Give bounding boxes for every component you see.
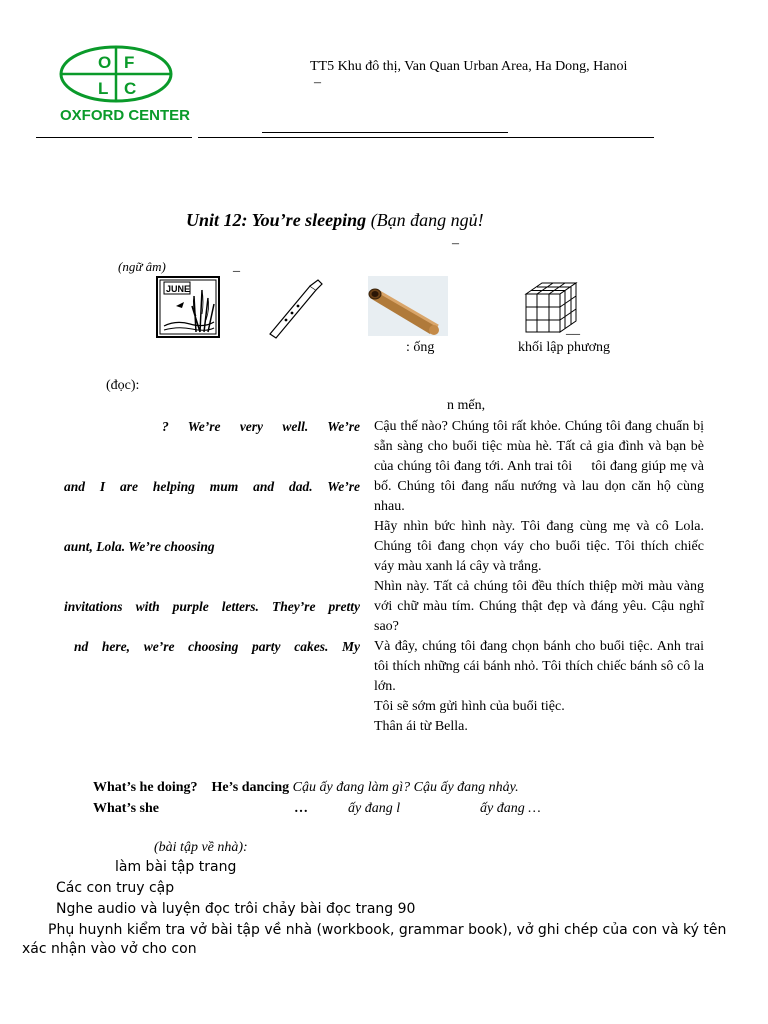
phonics-label: (ngữ âm) <box>118 259 166 274</box>
english-line-3: aunt, Lola. We’re choosing <box>64 539 215 554</box>
english-line-5: nd here, we’re choosing party cakes. My <box>74 639 360 654</box>
reading-greeting: n mến, <box>447 398 486 413</box>
vi-paragraph-1: Cậu thế nào? Chúng tôi rất khỏe. Chúng tôi đang chuẩn bị sẵn sàng cho buổi tiệc mùa hè. Tất cả gia đình và bạn bè của chúng tôi đang tới. Anh trai tôi tôi đang giúp mẹ và bố. Chúng tôi đang nấu nướng và lau dọn căn hộ cùng nhau. <box>374 419 708 514</box>
vi-paragraph-6: Thân ái từ Bella. <box>374 719 468 734</box>
homework-item-4-line-2: xác nhận vào vở cho con <box>22 941 197 957</box>
page-title <box>186 210 484 231</box>
reading-label: (đọc): <box>106 378 140 393</box>
english-line-1: ? We’re very well. We’re <box>162 419 360 434</box>
june-calendar-icon <box>156 276 220 338</box>
english-line-2: and I are helping mum and dad. We’re <box>64 479 360 494</box>
logo-name: OXFORD CENTER <box>60 107 191 124</box>
phonics-dash-2: __ <box>566 322 580 337</box>
grammar-vi2a: ấy đang l <box>348 801 401 816</box>
grammar-a1: He’s dancing <box>211 780 290 795</box>
logo-letter-f: F <box>124 53 135 72</box>
tube-icon <box>368 276 448 336</box>
grammar-ellipsis: … <box>294 801 308 816</box>
header-dash: – <box>314 75 321 90</box>
english-line-4: invitations with purple letters. They’re pretty <box>64 599 360 614</box>
vi-paragraph-3: Nhìn này. Tất cả chúng tôi đều thích thiệp mời màu vàng với chữ màu tím. Chúng thật đẹp và đáng yêu. Cậu nghĩ sao? <box>374 579 704 634</box>
grammar-q1: What’s he doing? <box>93 780 198 795</box>
title-main: Unit 12: You’re sleeping <box>186 210 367 230</box>
grammar-vi1: Cậu ấy đang làm gì? Cậu ấy đang nhảy. <box>292 780 519 795</box>
homework-item-2: Các con truy cập <box>56 880 175 896</box>
header-rule-right <box>198 137 654 138</box>
vi-paragraph-2: Hãy nhìn bức hình này. Tôi đang cùng mẹ và cô Lola. Chúng tôi đang chọn váy cho buổi tiệc. Tôi thích chiếc váy màu xanh lá cây và trắng. <box>374 519 704 574</box>
june-text: JUNE <box>166 284 191 294</box>
homework-label: (bài tập về nhà): <box>154 840 248 855</box>
caption-cube: khối lập phương <box>518 340 610 355</box>
logo-letter-l: L <box>98 79 109 98</box>
grammar-example-1 <box>93 780 519 796</box>
flute-icon <box>266 278 326 340</box>
title-dash: – <box>452 236 459 251</box>
grammar-q2: What’s she <box>93 801 159 816</box>
grammar-example-2 <box>93 801 159 817</box>
phonics-dash: _ <box>233 259 240 274</box>
caption-tube: : ống <box>406 340 435 355</box>
logo-letter-c: C <box>124 79 137 98</box>
header-address: TT5 Khu đô thị, Van Quan Urban Area, Ha Dong, Hanoi <box>310 59 628 74</box>
vi-paragraph-5: Tôi sẽ sớm gửi hình của buổi tiệc. <box>374 699 565 714</box>
vi-paragraph-4: Và đây, chúng tôi đang chọn bánh cho buổi tiệc. Anh trai tôi thích những cái bánh nhỏ. Tôi thích chiếc bánh sô cô la lớn. <box>374 639 704 694</box>
homework-item-4-line-1: Phụ huynh kiểm tra vở bài tập về nhà (workbook, grammar book), vở ghi chép của con và ký tên <box>48 922 727 938</box>
title-sub: (Bạn đang ngủ! <box>370 210 484 230</box>
logo-emblem-icon <box>58 44 182 106</box>
homework-item-3: Nghe audio và luyện đọc trôi chảy bài đọc trang 90 <box>56 901 416 917</box>
homework-item-1: làm bài tập trang <box>115 859 237 875</box>
vietnamese-letter <box>374 417 708 737</box>
grammar-vi2b: ấy đang … <box>480 801 541 816</box>
logo-letter-o: O <box>98 53 112 72</box>
header-rule-left <box>36 137 192 138</box>
header-rule-center <box>262 132 508 133</box>
